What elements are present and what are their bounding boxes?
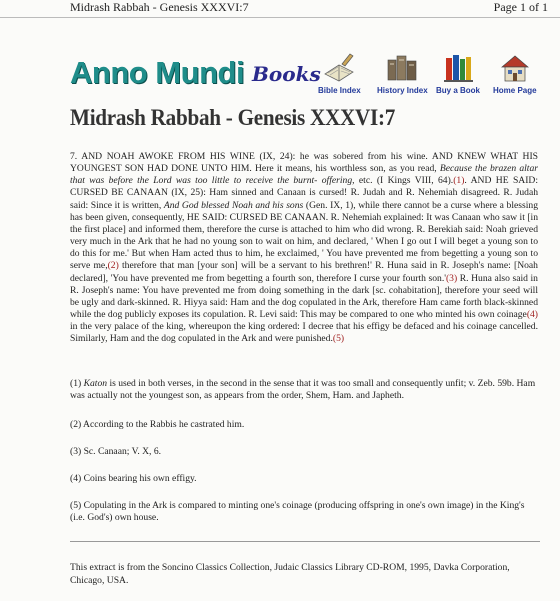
print-header-page: Page 1 of 1 xyxy=(493,0,548,14)
nav-label: Home Page xyxy=(493,86,537,95)
footnote-1 xyxy=(70,378,538,402)
footnote-link-3[interactable]: (3) xyxy=(445,272,458,284)
nav-label: Bible Index xyxy=(318,86,361,95)
header-divider xyxy=(0,17,560,18)
nav-buy-a-book[interactable] xyxy=(436,52,480,95)
home-icon xyxy=(498,52,532,84)
history-icon xyxy=(385,52,419,84)
text-run: R. Huna also said in R. Joseph's name: You have prevented me from doing something in the dark [sc. cohabitation], therefore your seed will be ugly and dark-skinned. R. Hiyya said: Ham and the dog copulated in the Ark, therefore Ham came forth black-skinned while the dog publicly exposes its copulation. R. Levi said: This may be compared to one who minted his own coinage xyxy=(70,272,538,321)
text-run: 7. AND NOAH AWOKE FROM HIS WINE (IX, 24): he was sobered from his wine. AND KNEW WHAT HIS YOUNGEST SON HAD DONE UNTO HIM. Here it means, his worthless son, as you read, xyxy=(70,151,538,175)
nav-bible-index[interactable] xyxy=(318,52,361,95)
nav-history-index[interactable] xyxy=(377,52,428,95)
nav-label: Buy a Book xyxy=(436,86,481,95)
logo-anno-mundi: Anno Mundi xyxy=(70,55,245,90)
footnote-text: is used in both verses, in the second in the sense that it was too small and consequently unfit; v. Zeb. 59b. Ham was actually not the youngest son, as appears from the order, Shem, Ham. and Japheth. xyxy=(70,378,536,402)
footnote-italic: Katon xyxy=(83,378,108,389)
footnote-link-2[interactable]: (2) xyxy=(107,260,119,272)
print-header-title: Midrash Rabbah - Genesis XXXVI:7 xyxy=(70,0,249,14)
footnote-link-5[interactable]: (5) xyxy=(332,333,345,345)
footnote-link-4[interactable]: (4) xyxy=(526,309,538,321)
footnote-4: (4) Coins bearing his own effigy. xyxy=(70,473,197,484)
text-run: in the very palace of the king, whereupon the king ordered: I decree that his effigy be defaced and his coinage cancelled. Similarly, Ham and the dog copulated in the Ark and were punished. xyxy=(70,321,538,345)
books-icon xyxy=(441,52,475,84)
footer-divider xyxy=(70,541,540,542)
text-italic: Because the brazen altar that was before the Lord was too little to receive the burnt- offering, xyxy=(70,163,538,187)
text-run: etc. (I Kings VIII, 64). xyxy=(354,175,454,187)
footnote-text: (1) xyxy=(70,378,84,389)
text-italic: And God blessed Noah and his sons xyxy=(163,199,304,211)
text-run: therefore that man [your son] will be a servant to his brethren!' R. Huna said in R. Joseph's name: [Noah declared], 'You have prevented me from begetting a fourth son, therefore I curse your fourth son.' xyxy=(70,260,538,284)
source-note: This extract is from the Soncino Classics Collection, Judaic Classics Library CD-ROM, 1995, Davka Corporation, Chicago, USA. xyxy=(70,562,510,586)
footnote-link-1[interactable]: (1) xyxy=(453,175,465,187)
text-run: (Gen. IX, 1), while there cannot be a curse where a blessing has been given, consequently, HE SAID: CURSED BE CANAAN. R. Nehemiah explained: It was Canaan who saw it [in the first place] and informed them, therefore the curse is attached to him who did wrong. R. Berekiah said: Noah grieved very much in the Ark that he had no young son to wait on him, and declared, ' When I go out I will beget a young son to do this for me.' But when Ham acted thus to him, he exclaimed, ' You have prevented me from begetting a young son to serve me, xyxy=(70,199,538,272)
print-header xyxy=(0,0,560,16)
footnote-2: (2) According to the Rabbis he castrated him. xyxy=(70,419,245,430)
page-title: Midrash Rabbah - Genesis XXXVI:7 xyxy=(70,105,396,130)
text-run: . AND HE SAID: CURSED BE CANAAN (IX, 25): Ham sinned and Canaan is cursed! R. Judah and R. Nehemiah disagreed. R. Judah said: Since it is written, xyxy=(70,175,538,211)
nav-home-page[interactable] xyxy=(493,52,537,95)
footnote-5: (5) Copulating in the Ark is compared to minting one's coinage (producing offspring in one's own image) in the King's (i.e. God's) own house. xyxy=(70,500,525,524)
nav-label: History Index xyxy=(377,86,428,95)
logo-books: Books xyxy=(252,62,321,86)
footnote-3: (3) Sc. Canaan; V. X, 6. xyxy=(70,446,162,457)
bible-icon xyxy=(322,52,356,84)
main-text xyxy=(70,151,538,346)
